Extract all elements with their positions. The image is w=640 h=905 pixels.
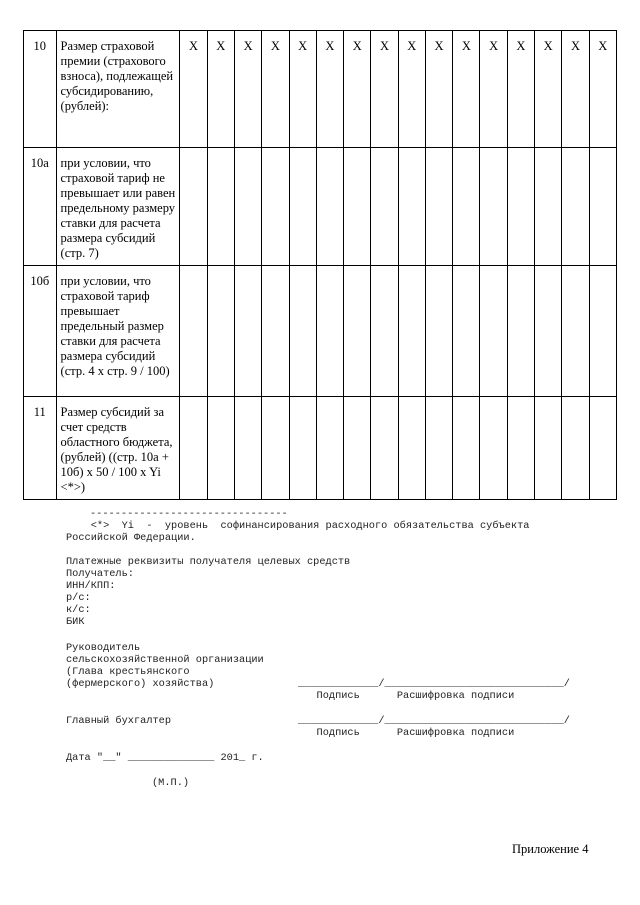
table-row [24, 148, 617, 266]
table-cell [562, 148, 589, 266]
head-title-line2: сельскохозяйственной организации [66, 654, 264, 666]
table-cell [180, 397, 207, 500]
recipient-label: Получатель: [66, 568, 134, 580]
table-cell [480, 148, 507, 266]
head-title-line4: (фермерского) хозяйства) [66, 678, 215, 690]
table-cell [480, 266, 507, 397]
table-cell [289, 397, 316, 500]
table-cell [262, 266, 289, 397]
date-line: Дата "__" ______________ 201_ г. [66, 752, 264, 764]
table-cell [207, 266, 234, 397]
row-number: 10а [24, 148, 57, 266]
head-signature-line: _____________/_____________________________/ [298, 678, 570, 690]
table-cell: X [535, 31, 562, 148]
table-cell [453, 148, 480, 266]
subsidy-calculation-table [23, 30, 617, 500]
table-cell: X [262, 31, 289, 148]
footnote-separator: -------------------------------- [90, 508, 288, 520]
table-cell: X [425, 31, 452, 148]
table-cell: X [316, 31, 343, 148]
table-cell [535, 397, 562, 500]
row-number: 11 [24, 397, 57, 500]
head-title-line1: Руководитель [66, 642, 141, 654]
table-cell: X [344, 31, 371, 148]
table-cell [180, 148, 207, 266]
chief-accountant-label: Главный бухгалтер [66, 715, 172, 727]
table-cell [316, 397, 343, 500]
table-cell [425, 397, 452, 500]
table-cell [207, 397, 234, 500]
table-cell [453, 397, 480, 500]
table-cell [262, 148, 289, 266]
table-row [24, 266, 617, 397]
table-row [24, 397, 617, 500]
footnote-text-line1: <*> Yi - уровень софинансирования расходного обязательства субъекта [66, 520, 530, 532]
table-cell [371, 266, 398, 397]
table-cell: X [180, 31, 207, 148]
table-cell [507, 148, 534, 266]
table-cell [344, 148, 371, 266]
table-cell: X [398, 31, 425, 148]
table-row [24, 31, 617, 148]
row-label: Размер субсидий за счет средств областного бюджета, (рублей) ((стр. 10а + 10б) x 50 / 100 x Yi <*>) [56, 397, 180, 500]
table-cell [398, 397, 425, 500]
bik-label: БИК [66, 616, 85, 628]
row-label: при условии, что страховой тариф превышает предельный размер ставки для расчета размера субсидий (стр. 4 x стр. 9 / 100) [56, 266, 180, 397]
table-cell [289, 148, 316, 266]
stamp-placeholder: (М.П.) [152, 777, 190, 789]
table-cell [398, 148, 425, 266]
table-cell [535, 148, 562, 266]
table-cell [535, 266, 562, 397]
table-cell [425, 266, 452, 397]
account-label: р/с: [66, 592, 91, 604]
row-number: 10б [24, 266, 57, 397]
appendix-label: Приложение 4 [512, 842, 589, 856]
table-cell [371, 148, 398, 266]
table-cell [344, 397, 371, 500]
table-cell: X [371, 31, 398, 148]
head-signature-caption: Подпись Расшифровка подписи [298, 690, 515, 702]
table-cell [480, 397, 507, 500]
table-cell [507, 397, 534, 500]
table-cell [398, 266, 425, 397]
accountant-signature-line: _____________/_____________________________/ [298, 715, 570, 727]
table-cell [589, 397, 616, 500]
row-label: Размер страховой премии (страхового взноса), подлежащей субсидированию, (рублей): [56, 31, 180, 148]
table-cell [234, 266, 261, 397]
table-cell [180, 266, 207, 397]
table-cell [507, 266, 534, 397]
table-cell: X [453, 31, 480, 148]
table-cell: X [562, 31, 589, 148]
table-cell [316, 266, 343, 397]
table-cell [425, 148, 452, 266]
table-cell: X [207, 31, 234, 148]
table-cell: X [589, 31, 616, 148]
corr-account-label: к/с: [66, 604, 91, 616]
table-cell: X [234, 31, 261, 148]
table-cell: X [480, 31, 507, 148]
payment-details-title: Платежные реквизиты получателя целевых средств [66, 556, 351, 568]
head-title-line3: (Глава крестьянского [66, 666, 190, 678]
table-cell [344, 266, 371, 397]
table-cell [234, 397, 261, 500]
row-label: при условии, что страховой тариф не превышает или равен предельному размеру ставки для расчета размера субсидий (стр. 7) [56, 148, 180, 266]
inn-kpp-label: ИНН/КПП: [66, 580, 116, 592]
row-number: 10 [24, 31, 57, 148]
table-cell [262, 397, 289, 500]
table-cell [207, 148, 234, 266]
table-cell [234, 148, 261, 266]
table-cell: X [289, 31, 316, 148]
table-cell [589, 148, 616, 266]
table-cell: X [507, 31, 534, 148]
table-cell [316, 148, 343, 266]
table-cell [562, 266, 589, 397]
table-cell [589, 266, 616, 397]
footnote-text-line2: Российской Федерации. [66, 532, 196, 544]
table-cell [562, 397, 589, 500]
accountant-signature-caption: Подпись Расшифровка подписи [298, 727, 515, 739]
table-cell [371, 397, 398, 500]
table-cell [453, 266, 480, 397]
table-cell [289, 266, 316, 397]
